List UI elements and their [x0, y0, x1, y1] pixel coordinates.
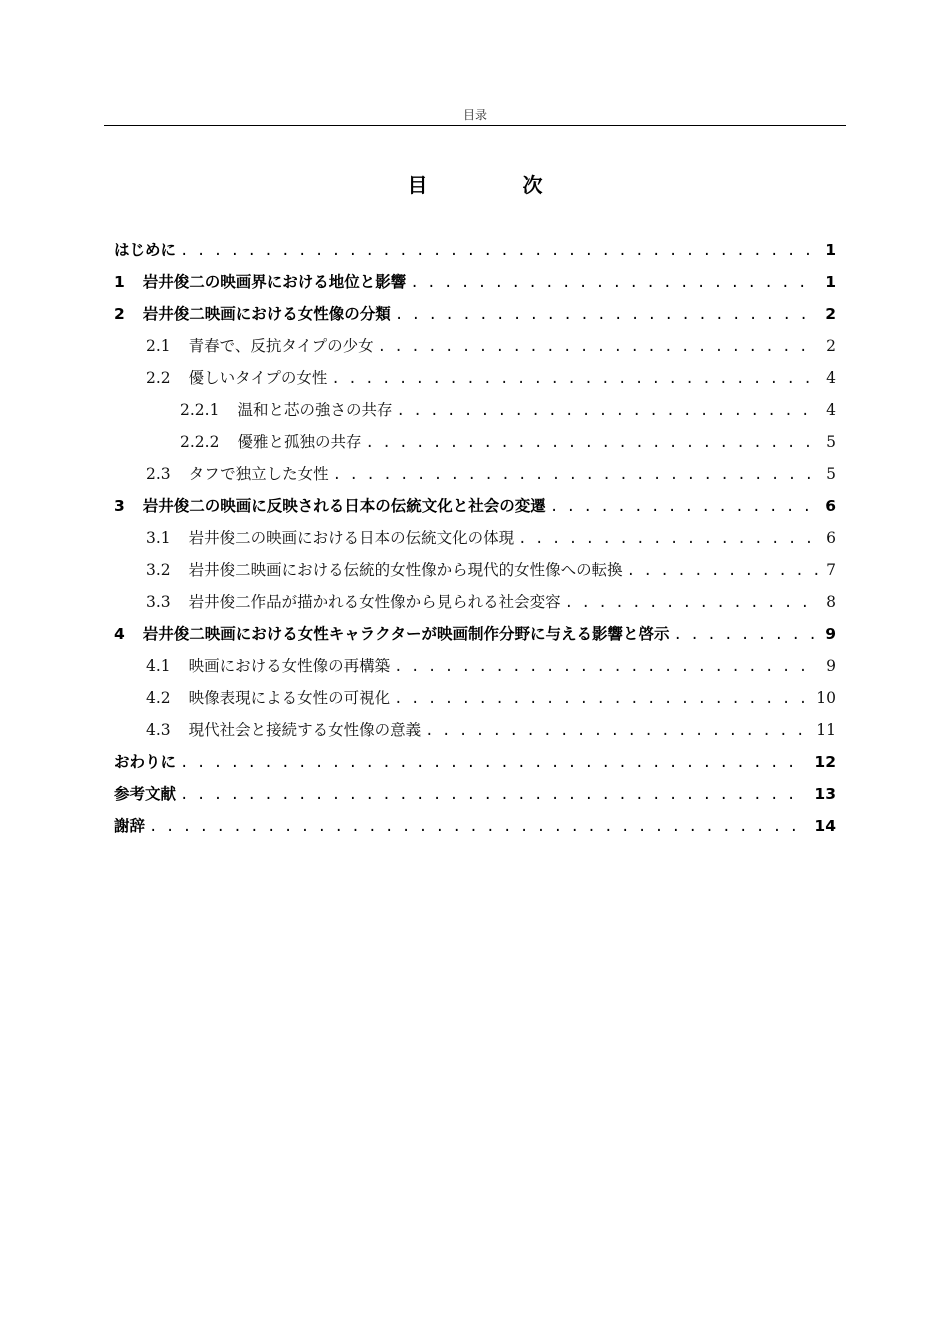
toc-entry-page-number: 4: [826, 369, 836, 387]
toc-entry[interactable]: [114, 394, 836, 426]
toc-entry-number: 4.1: [146, 657, 171, 675]
toc-entry-page-number: 1: [825, 241, 836, 259]
toc-entry-number: 4.2: [146, 689, 171, 707]
toc-entry-page-number: 1: [825, 273, 836, 291]
toc-entry-number: 3.2: [146, 561, 171, 579]
toc-entry[interactable]: [114, 298, 836, 330]
toc-entry[interactable]: [114, 362, 836, 394]
toc-entry-page-number: 14: [814, 817, 836, 835]
toc-entry-page-number: 6: [826, 529, 836, 547]
toc-entry-title: 岩井俊二映画における女性キャラクターが映画制作分野に与える影響と啓示: [142, 625, 670, 643]
toc-entry[interactable]: [114, 426, 836, 458]
dot-leader: [394, 683, 808, 714]
toc-entry[interactable]: [114, 650, 836, 682]
dot-leader: [518, 523, 818, 554]
toc-entry-title: 青春で、反抗タイプの少女: [188, 337, 374, 355]
toc-entry-page-number: 2: [826, 337, 836, 355]
toc-entry-number: 1: [114, 273, 125, 291]
toc-entry-page-number: 12: [814, 753, 836, 771]
toc-entry-title: 温和と芯の強さの共存: [237, 401, 393, 419]
toc-entry-number: 4: [114, 625, 125, 643]
dot-leader: [333, 459, 818, 490]
header-rule: [104, 125, 846, 126]
toc-entry-title: 映像表現による女性の可視化: [188, 689, 391, 707]
toc-entry-title: 岩井俊二映画における伝統的女性像から現代的女性像への転換: [188, 561, 623, 579]
page-title: 目 次: [407, 173, 587, 197]
toc-entry-number: 2.2.2: [180, 433, 220, 451]
dot-leader: [331, 363, 818, 394]
running-header: 目录: [462, 108, 487, 122]
dot-leader: [674, 619, 818, 650]
toc-entry-number: 3: [114, 497, 125, 515]
toc-entry[interactable]: [114, 778, 836, 810]
toc-entry-title: 岩井俊二作品が描かれる女性像から見られる社会変容: [188, 593, 561, 611]
toc-entry-title: 現代社会と接続する女性像の意義: [188, 721, 422, 739]
toc-entry[interactable]: [114, 522, 836, 554]
table-of-contents: [114, 234, 836, 842]
toc-entry-title: 岩井俊二の映画に反映される日本の伝統文化と社会の変遷: [142, 497, 546, 515]
toc-entry-number: 2.2.1: [180, 401, 220, 419]
toc-entry-number: 2.3: [146, 465, 171, 483]
dot-leader: [550, 491, 817, 522]
toc-entry-page-number: 13: [814, 785, 836, 803]
toc-entry-title: はじめに: [114, 241, 177, 259]
toc-entry[interactable]: [114, 458, 836, 490]
toc-entry-title: 参考文献: [114, 785, 177, 803]
toc-entry[interactable]: [114, 618, 836, 650]
toc-entry-page-number: 5: [826, 465, 836, 483]
toc-entry-title: おわりに: [114, 753, 177, 771]
toc-entry[interactable]: [114, 810, 836, 842]
toc-entry[interactable]: [114, 266, 836, 298]
toc-entry-page-number: 4: [826, 401, 836, 419]
toc-entry[interactable]: [114, 586, 836, 618]
toc-entry-page-number: 11: [816, 721, 836, 739]
toc-entry-number: 3.1: [146, 529, 171, 547]
dot-leader: [378, 331, 818, 362]
toc-entry-page-number: 9: [825, 625, 836, 643]
toc-entry-number: 3.3: [146, 593, 171, 611]
dot-leader: [627, 555, 818, 586]
toc-entry-title: 岩井俊二の映画における日本の伝統文化の体現: [188, 529, 515, 547]
toc-entry-page-number: 9: [826, 657, 836, 675]
dot-leader: [565, 587, 818, 618]
toc-entry-page-number: 7: [826, 561, 836, 579]
toc-entry-title: 謝辞: [114, 817, 146, 835]
dot-leader: [365, 427, 818, 458]
toc-entry[interactable]: [114, 330, 836, 362]
toc-entry-title: タフで独立した女性: [188, 465, 329, 483]
dot-leader: [149, 811, 806, 842]
dot-leader: [410, 267, 817, 298]
toc-entry-title: 映画における女性像の再構築: [188, 657, 391, 675]
dot-leader: [425, 715, 808, 746]
dot-leader: [180, 235, 817, 266]
toc-entry-title: 優しいタイプの女性: [188, 369, 328, 387]
toc-entry-number: 2: [114, 305, 125, 323]
toc-entry-number: 4.3: [146, 721, 171, 739]
toc-entry-page-number: 10: [816, 689, 836, 707]
toc-entry[interactable]: [114, 746, 836, 778]
toc-entry-title: 岩井俊二の映画界における地位と影響: [142, 273, 407, 291]
dot-leader: [396, 395, 818, 426]
toc-entry-number: 2.2: [146, 369, 171, 387]
dot-leader: [394, 651, 818, 682]
toc-entry[interactable]: [114, 682, 836, 714]
toc-entry[interactable]: [114, 490, 836, 522]
toc-entry-page-number: 6: [825, 497, 836, 515]
toc-entry[interactable]: [114, 234, 836, 266]
toc-entry[interactable]: [114, 714, 836, 746]
toc-entry-page-number: 8: [826, 593, 836, 611]
toc-entry-title: 優雅と孤独の共存: [237, 433, 362, 451]
toc-entry-title: 岩井俊二映画における女性像の分類: [142, 305, 391, 323]
toc-entry-number: 2.1: [146, 337, 171, 355]
toc-entry-page-number: 2: [825, 305, 836, 323]
toc-entry[interactable]: [114, 554, 836, 586]
toc-entry-page-number: 5: [826, 433, 836, 451]
dot-leader: [395, 299, 817, 330]
dot-leader: [180, 779, 806, 810]
dot-leader: [180, 747, 806, 778]
